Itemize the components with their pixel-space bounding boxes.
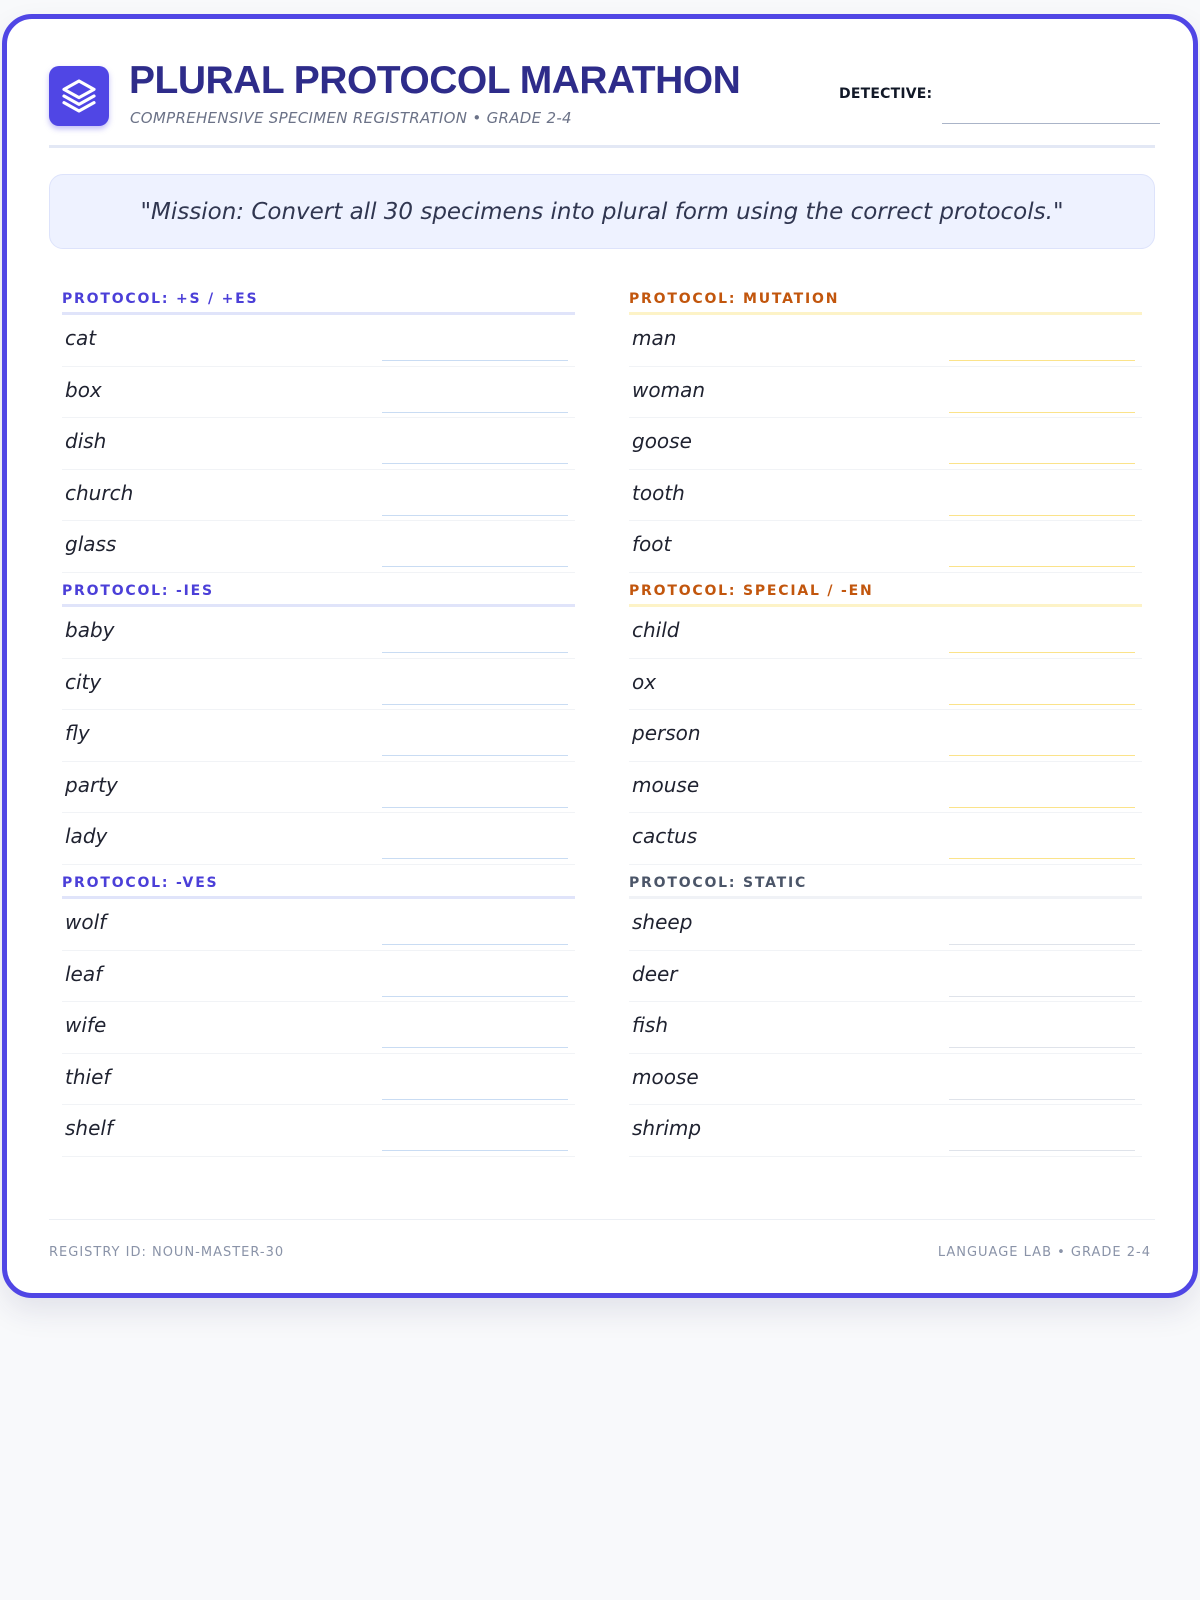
plural-answer-field[interactable] [949,776,1135,808]
plural-answer-field[interactable] [949,913,1135,945]
specimen-word: leaf [65,961,103,986]
specimen-word: man [632,326,677,350]
stacked-layers-icon [49,66,109,126]
specimen-word: glass [65,532,117,557]
specimen-row [629,418,1142,470]
specimen-row [62,470,575,522]
specimen-word: box [65,377,102,402]
page-subtitle: COMPREHENSIVE SPECIMEN REGISTRATION • GRADE 2-4 [130,109,572,127]
plural-answer-field[interactable] [382,673,568,705]
specimen-word: wife [65,1013,107,1038]
specimen-row [629,315,1142,367]
specimen-word: mouse [632,772,700,797]
specimen-word: goose [632,429,692,454]
specimen-word: woman [632,377,706,402]
plural-answer-field[interactable] [382,621,568,653]
plural-answer-field[interactable] [382,535,568,567]
plural-answer-field[interactable] [949,673,1135,705]
specimen-word: cactus [632,824,698,849]
specimen-row [629,951,1142,1003]
specimen-row [62,521,575,573]
specimen-row [62,367,575,419]
specimen-row [629,813,1142,865]
section-heading: PROTOCOL: STATIC [629,865,1142,899]
section-special-en [629,573,1142,865]
plural-answer-field[interactable] [949,1119,1135,1151]
plural-answer-field[interactable] [382,913,568,945]
plural-answer-field[interactable] [949,535,1135,567]
plural-answer-field[interactable] [949,484,1135,516]
plural-answer-field[interactable] [382,827,568,859]
section-static [629,865,1142,1157]
plural-answer-field[interactable] [382,329,568,361]
footer-credit: LANGUAGE LAB • GRADE 2-4 [937,1245,1151,1260]
plural-answer-field[interactable] [949,432,1135,464]
specimen-row [629,762,1142,814]
specimen-row [629,1002,1142,1054]
specimen-row [62,315,575,367]
specimen-word: dish [65,429,107,454]
plural-answer-field[interactable] [382,776,568,808]
specimen-word: church [65,480,134,505]
specimen-row [62,607,575,659]
specimen-word: moose [632,1064,699,1089]
registry-id: REGISTRY ID: NOUN-MASTER-30 [49,1245,285,1260]
specimen-word: city [65,669,102,694]
plural-answer-field[interactable] [382,1068,568,1100]
specimen-row [629,521,1142,573]
plural-answer-field[interactable] [382,381,568,413]
mission-banner: "Mission: Convert all 30 specimens into plural form using the correct protocols." [49,174,1155,249]
specimen-row [62,1002,575,1054]
section-ves [62,865,575,1157]
specimen-word: party [65,772,118,797]
section-heading: PROTOCOL: SPECIAL / -EN [629,573,1142,607]
specimen-word: lady [65,824,108,849]
specimen-word: cat [65,326,97,350]
specimen-word: foot [632,532,672,557]
specimen-word: shelf [65,1116,113,1141]
section-mutation [629,281,1142,573]
plural-answer-field[interactable] [382,1119,568,1151]
plural-answer-field[interactable] [949,621,1135,653]
specimen-word: ox [632,669,657,694]
section-heading: PROTOCOL: -VES [62,865,575,899]
plural-answer-field[interactable] [949,724,1135,756]
section-heading: PROTOCOL: -IES [62,573,575,607]
page-title: PLURAL PROTOCOL MARATHON [129,59,741,102]
plural-answer-field[interactable] [949,965,1135,997]
left-column [62,281,575,1157]
specimen-row [629,470,1142,522]
plural-answer-field[interactable] [382,1016,568,1048]
specimen-word: shrimp [632,1116,702,1141]
specimen-row [629,1054,1142,1106]
specimen-word: deer [632,961,678,986]
plural-answer-field[interactable] [949,1068,1135,1100]
specimen-row [62,710,575,762]
plural-answer-field[interactable] [949,827,1135,859]
right-column [629,281,1142,1157]
plural-answer-field[interactable] [382,432,568,464]
specimen-row [62,1054,575,1106]
specimen-word: tooth [632,480,685,505]
specimen-row [629,710,1142,762]
specimen-row [62,1105,575,1157]
specimen-row [629,899,1142,951]
specimen-word: child [632,617,680,642]
specimen-row [62,899,575,951]
specimen-row [62,418,575,470]
specimen-row [62,659,575,711]
specimen-word: thief [65,1064,111,1089]
section-heading: PROTOCOL: MUTATION [629,281,1142,315]
specimen-row [62,813,575,865]
specimen-row [62,762,575,814]
footer-divider [49,1219,1155,1220]
specimen-row [629,367,1142,419]
detective-name-field[interactable] [942,104,1160,124]
detective-label: DETECTIVE: [839,86,933,102]
worksheet-card [2,14,1198,1298]
header-divider [49,145,1155,148]
specimen-word: sheep [632,909,693,934]
specimen-word: wolf [65,909,107,934]
specimen-row [629,607,1142,659]
plural-answer-field[interactable] [949,1016,1135,1048]
specimen-word: fish [632,1013,669,1038]
specimen-row [629,659,1142,711]
section-heading: PROTOCOL: +S / +ES [62,281,575,315]
section-plus-s-es [62,281,575,573]
specimen-word: fly [65,721,90,746]
specimen-row [62,951,575,1003]
specimen-word: baby [65,617,115,642]
plural-answer-field[interactable] [382,965,568,997]
plural-answer-field[interactable] [949,381,1135,413]
specimen-row [629,1105,1142,1157]
specimen-word: person [632,721,701,746]
plural-answer-field[interactable] [382,484,568,516]
plural-answer-field[interactable] [949,329,1135,361]
plural-answer-field[interactable] [382,724,568,756]
section-ies [62,573,575,865]
